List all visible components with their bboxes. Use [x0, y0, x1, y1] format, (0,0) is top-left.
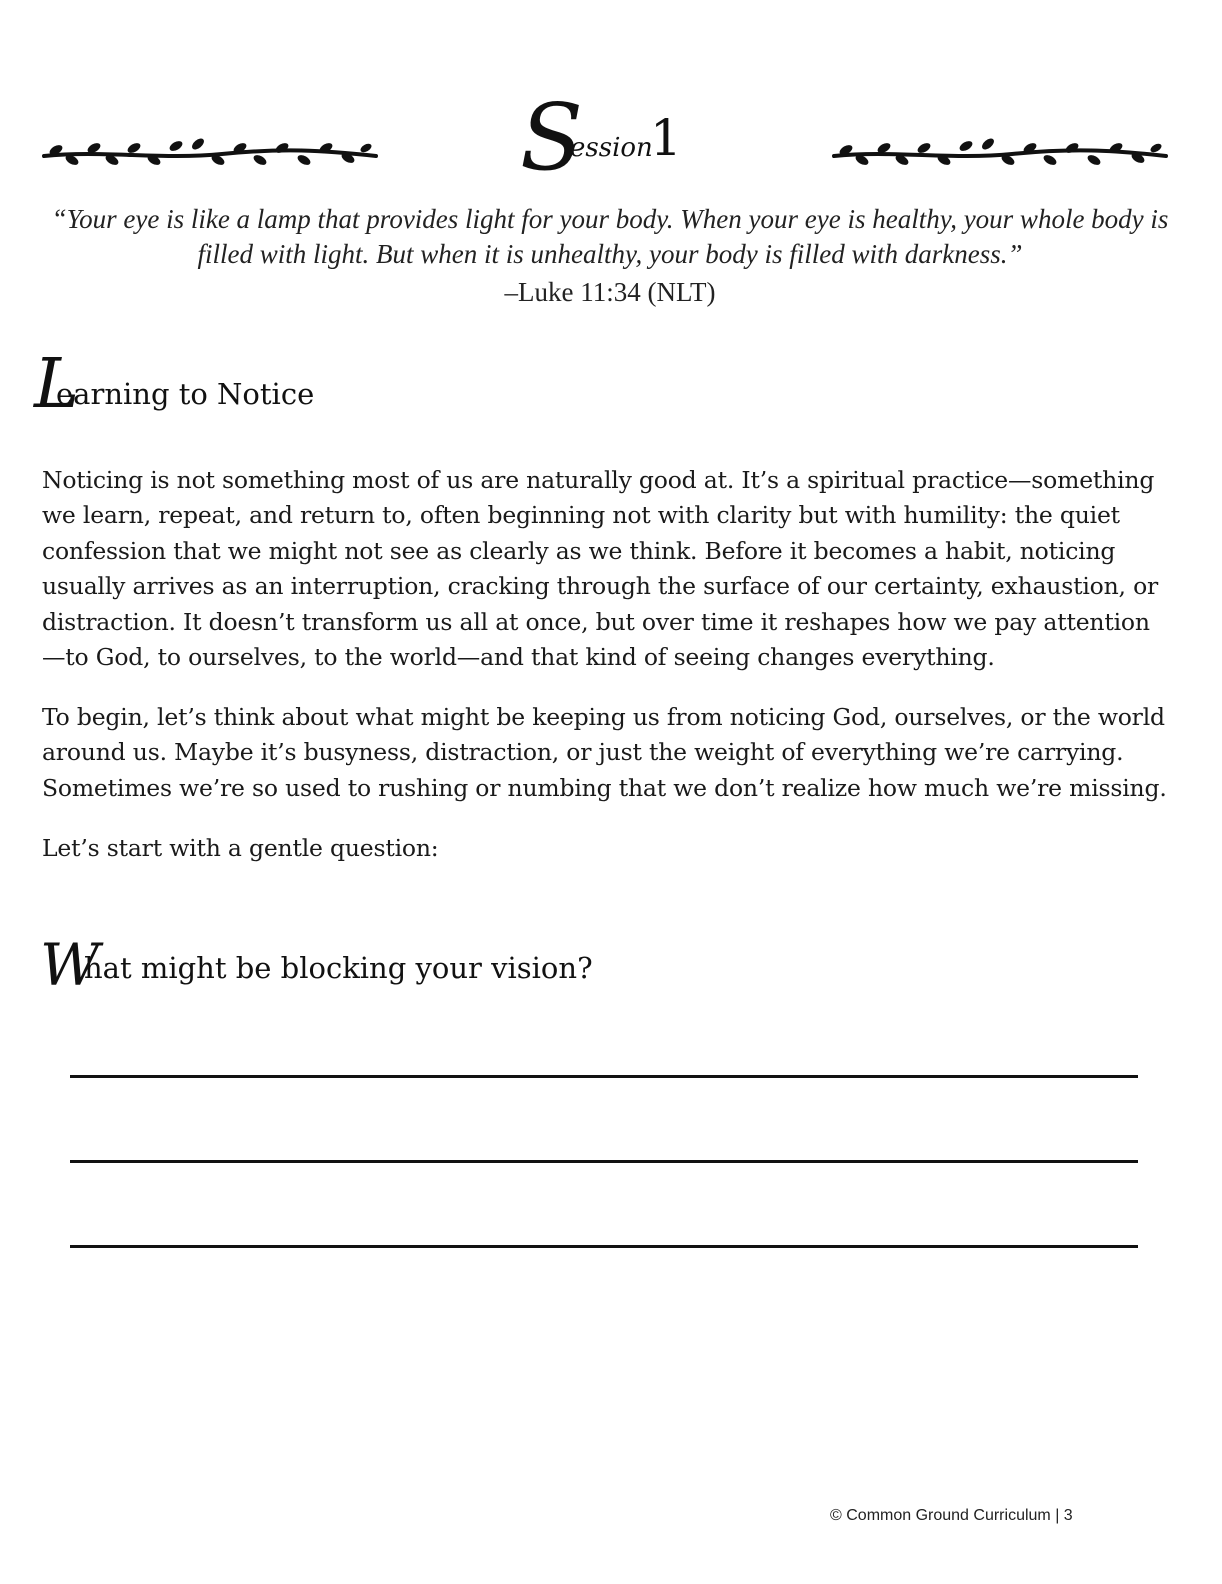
scripture-quote: “Your eye is like a lamp that provides light for your body. When your eye is healthy, your whole body is filled with light. But when it is unhealthy, your body is filled with darkness.”: [51, 204, 1169, 269]
session-title-text: ession: [570, 133, 653, 163]
section-heading-text: earning to Notice: [56, 377, 315, 411]
vine-divider-icon: [42, 136, 378, 170]
answer-line[interactable]: [70, 1245, 1138, 1248]
session-title-capital: S: [520, 84, 584, 191]
section-heading-capital: L: [34, 345, 80, 424]
body-paragraph: Let’s start with a gentle question:: [42, 833, 439, 862]
session-number: 1: [650, 109, 682, 167]
session-title: [520, 84, 700, 194]
page-footer: © Common Ground Curriculum | 3: [830, 1507, 1073, 1524]
question-heading-capital: W: [40, 931, 100, 999]
session-header: [0, 84, 1222, 194]
section-heading: [34, 345, 434, 424]
answer-line[interactable]: [70, 1075, 1138, 1078]
vine-divider-icon: [832, 136, 1168, 170]
body-paragraph: To begin, let’s think about what might be keeping us from noticing God, ourselves, or the world around us. Maybe it’s busyness, distraction, or just the weight of everything we’re carrying. Sometimes we’re so used to rushing or numbing that we don’t realize how much we’re missing.: [42, 702, 1167, 802]
question-heading: [34, 930, 634, 1000]
answer-line[interactable]: [70, 1160, 1138, 1163]
body-paragraph: Noticing is not something most of us are naturally good at. It’s a spiritual practice—something we learn, repeat, and return to, often beginning not with clarity but with humility: the quiet confession that we might not see as clearly as we think. Before it becomes a habit, noticing usually arrives as an interruption, cracking through the surface of our certainty, exhaustion, or distraction. It doesn’t transform us all at once, but over time it reshapes how we pay attention—to God, to ourselves, to the world—and that kind of seeing changes everything.: [42, 465, 1159, 671]
question-heading-text: hat might be blocking your vision?: [84, 951, 593, 985]
scripture-reference: –Luke 11:34 (NLT): [504, 277, 716, 307]
